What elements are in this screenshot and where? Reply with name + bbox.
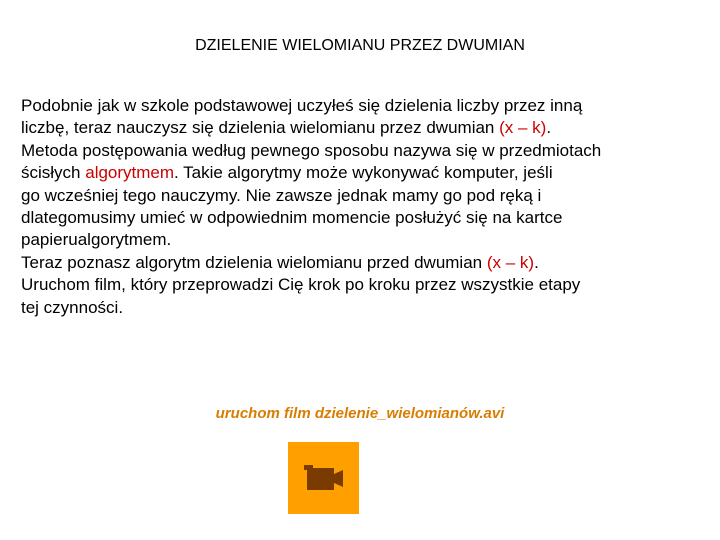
text-line: Metoda postępowania według pewnego sposobu nazywa się w przedmiotach xyxy=(21,140,602,160)
text-line: Uruchom film, który przeprowadzi Cię krok po kroku przez wszystkie etapy xyxy=(21,275,581,295)
movie-camera-icon xyxy=(288,442,359,514)
text-line: go wcześniej tego nauczymy. Nie zawsze jednak mamy go pod ręką i xyxy=(21,185,542,205)
film-link[interactable] xyxy=(0,404,720,424)
text-line: dlategomusimy umieć w odpowiednim momencie posłużyć się na kartce xyxy=(21,208,563,228)
text-segment: . Takie algorytmy może wykonywać komputer, jeśli xyxy=(174,163,553,183)
text-line xyxy=(21,252,711,274)
text-line: Podobnie jak w szkole podstawowej uczyłeś się dzielenia liczby przez inną xyxy=(21,96,583,115)
algorithm-highlight: algorytmem xyxy=(85,163,175,183)
text-line: papierualgorytmem. xyxy=(21,230,172,250)
text-segment: Teraz poznasz algorytm dzielenia wielomianu przed dwumian xyxy=(21,252,487,272)
text-segment: liczbę, teraz nauczysz się dzielenia wielomianu przez dwumian xyxy=(21,118,500,138)
text-segment: ścisłych xyxy=(21,163,86,183)
text-segment: . xyxy=(546,118,552,138)
text-line: tej czynności. xyxy=(21,297,124,317)
text-line xyxy=(21,117,711,139)
page-title: DZIELENIE WIELOMIANU PRZEZ DWUMIAN xyxy=(195,37,525,54)
play-film-button[interactable] xyxy=(288,442,359,514)
binomial-highlight: (x – k) xyxy=(486,252,535,272)
text-segment: . xyxy=(534,252,539,272)
binomial-highlight: (x – k) xyxy=(499,118,547,138)
film-link-label[interactable]: uruchom film dzielenie_wielomianów.avi xyxy=(215,405,505,422)
text-line xyxy=(21,162,711,184)
body-paragraph xyxy=(21,95,711,319)
